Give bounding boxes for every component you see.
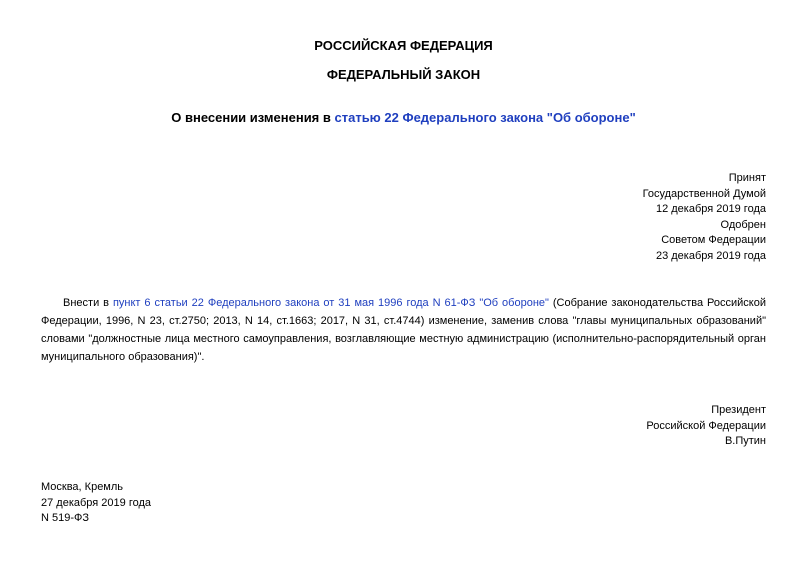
- body-rest: (Собрание законодательства Российской Федерации, 1996, N 23, ст.2750; 2013, N 14, ст.1663; 2017, N 31, ст.4744) изменение, заменив слова "главы муниципальных образований" словами "должностные лица местного самоуправления, возглавляющие местную администрацию (исполнительно-распорядительный орган муниципального образования)".: [41, 297, 766, 363]
- adoption-block: [466, 171, 766, 265]
- adopted-date: 12 декабря 2019 года: [655, 203, 766, 216]
- clause-6-link[interactable]: пункт 6 статьи 22 Федерального закона от 31 мая 1996 года N 61-ФЗ "Об обороне": [112, 297, 549, 309]
- signer-country: Российской Федерации: [646, 419, 766, 432]
- body-prefix: Внести в: [63, 297, 113, 309]
- article-22-link[interactable]: статью 22 Федерального закона "Об обороне": [334, 110, 636, 125]
- law-number: N 519-ФЗ: [41, 512, 90, 525]
- adopted-label: Принят: [728, 172, 766, 184]
- signing-place: Москва, Кремль: [41, 481, 124, 493]
- law-title: [0, 110, 807, 126]
- approved-by: Советом Федерации: [661, 234, 766, 247]
- signature-block: [466, 403, 766, 450]
- approved-date: 23 декабря 2019 года: [655, 249, 766, 262]
- adopted-by: Государственной Думой: [642, 187, 766, 200]
- place-date-block: [41, 480, 151, 527]
- signer-name: В.Путин: [724, 435, 766, 448]
- law-title-prefix: О внесении изменения в: [171, 110, 335, 125]
- document-type-heading: ФЕДЕРАЛЬНЫЙ ЗАКОН: [326, 67, 481, 82]
- signer-title: Президент: [711, 404, 766, 416]
- approved-label: Одобрен: [720, 218, 766, 231]
- signing-date: 27 декабря 2019 года: [41, 496, 152, 509]
- country-heading: РОССИЙСКАЯ ФЕДЕРАЦИЯ: [314, 38, 493, 53]
- law-body-paragraph: [41, 294, 766, 366]
